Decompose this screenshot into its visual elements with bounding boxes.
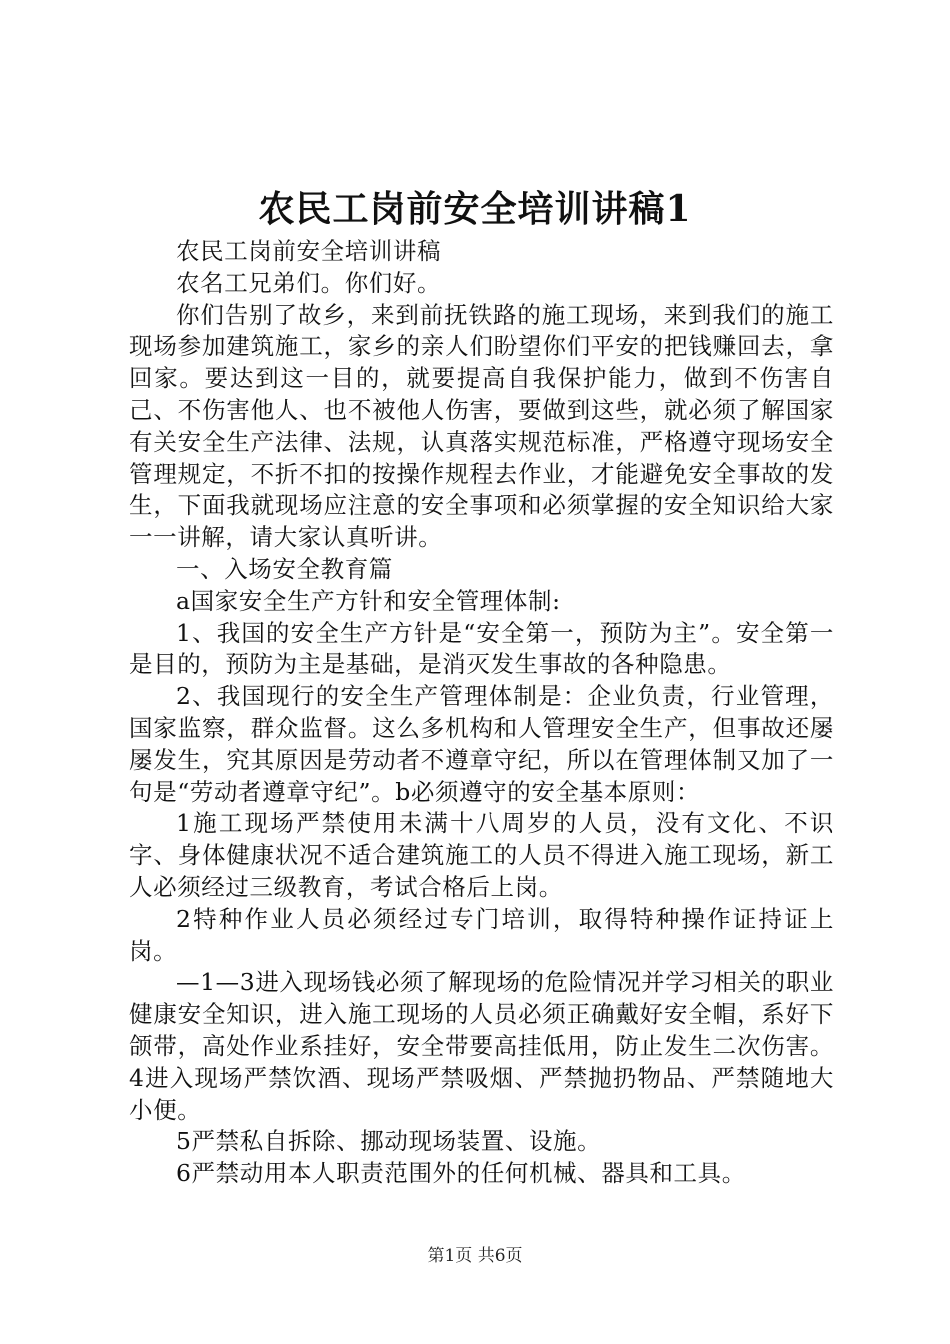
paragraph-intro: 你们告别了故乡，来到前抚铁路的施工现场，来到我们的施工现场参加建筑施工，家乡的亲人们盼望你们平安的把钱赚回去，拿回家。要达到这一目的，就要提高自我保护能力，做到不伤害自己、不伤害他人、也不被他人伤害，要做到这些，就必须了解国家有关安全生产法律、法规，认真落实规范标准，严格遵守现场安全管理规定，不折不扣的按操作规程去作业，才能避免安全事故的发生，下面我就现场应注意的安全事项和必须掌握的安全知识给大家一一讲解，请大家认真听讲。 bbox=[129, 300, 834, 552]
document-title: 农民工岗前安全培训讲稿1 bbox=[258, 188, 692, 230]
paragraph-rule-1: 1施工现场严禁使用未满十八周岁的人员，没有文化、不识字、身体健康状况不适合建筑施工的人员不得进入施工现场，新工人必须经过三级教育，考试合格后上岗。 bbox=[129, 809, 834, 901]
page-number-footer: 第1页 共6页 bbox=[427, 1246, 523, 1266]
section-heading: 一、入场安全教育篇 bbox=[176, 554, 393, 583]
paragraph-item-1: 1、我国的安全生产方针是“安全第一，预防为主”。安全第一是目的，预防为主是基础，是消灭发生事故的各种隐患。 bbox=[129, 618, 834, 679]
paragraph-subtitle: 农民工岗前安全培训讲稿 bbox=[176, 237, 442, 265]
paragraph-rule-6: 6严禁动用本人职责范围外的任何机械、器具和工具。 bbox=[176, 1159, 746, 1188]
paragraph-rule-3-4: —1—3进入现场钱必须了解现场的危险情况并学习相关的职业健康安全知识，进入施工现场的人员必须正确戴好安全帽，系好下颌带，高处作业系挂好，安全带要高挂低用，防止发生二次伤害。4进入现场严禁饮酒、现场严禁吸烟、严禁抛扔物品、严禁随地大小便。 bbox=[129, 968, 834, 1124]
subsection-heading-a: a国家安全生产方针和安全管理体制: bbox=[176, 586, 561, 615]
paragraph-greeting: 农名工兄弟们。你们好。 bbox=[176, 268, 442, 297]
document-body bbox=[129, 236, 834, 1190]
paragraph-rule-2: 2特种作业人员必须经过专门培训，取得特种操作证持证上岗。 bbox=[129, 904, 834, 965]
paragraph-rule-5: 5严禁私自拆除、挪动现场装置、设施。 bbox=[176, 1127, 602, 1156]
paragraph-item-2: 2、我国现行的安全生产管理体制是：企业负责，行业管理，国家监察，群众监督。这么多机构和人管理安全生产，但事故还屡屡发生，究其原因是劳动者不遵章守纪，所以在管理体制又加了一句是“劳动者遵章守纪”。b必须遵守的安全基本原则： bbox=[129, 682, 834, 806]
